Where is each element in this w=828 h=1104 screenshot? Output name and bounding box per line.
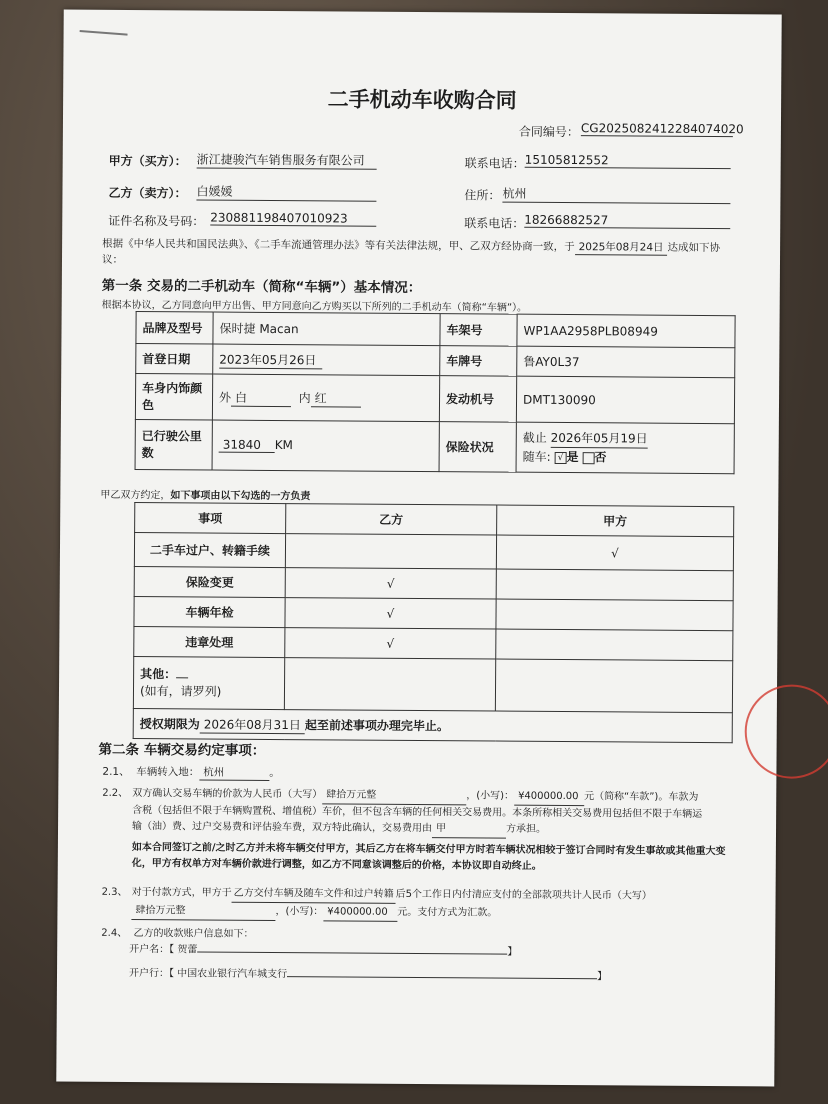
bank-label: 开户行：【 中国农业银行汽车城支行 [128, 967, 288, 981]
clause-number: 2.1、 [102, 765, 130, 778]
table-row [134, 567, 733, 601]
clause-2-3-text-d: 元。支付方式为汇款。 [397, 906, 498, 919]
party-b-phone-label: 联系电话： [464, 216, 525, 231]
row-party-a-mark [496, 599, 733, 631]
table-row [133, 657, 732, 713]
agreement-intro-prefix: 甲乙双方约定， [100, 489, 171, 502]
price-number: ¥400000.00 [514, 789, 584, 806]
clause-2-2 [102, 786, 752, 841]
auth-prefix: 授权期限为 [139, 716, 200, 731]
article-1-heading: 第一条 交易的二手机动车（简称“车辆”）基本情况： [101, 277, 422, 297]
total-uppercase: 肆拾万元整 [131, 902, 275, 921]
other-cell [133, 657, 284, 710]
clause-2-1: 2.1、 车辆转入地： 杭州 。 [102, 765, 280, 780]
clause-number: 2.4、 [101, 927, 128, 939]
brand-value: 保时捷 Macan [213, 312, 440, 346]
interior-value: 红 [311, 389, 361, 407]
with-car-label: 随车: [522, 449, 551, 464]
table-row [134, 627, 733, 661]
col-item-header: 事项 [135, 503, 286, 534]
account-holder-value [197, 951, 507, 954]
document-title: 二手机动车收购合同 [327, 87, 517, 113]
account-holder-line: 开户名：【 贺蕾 】 [129, 943, 518, 958]
row-party-b-mark: √ [285, 598, 496, 629]
clause-2-4 [101, 924, 253, 940]
row-party-a-mark [496, 569, 733, 601]
fee-party: 甲 [432, 821, 506, 839]
auth-date: 2026年08月31日 [200, 715, 305, 734]
clause-2-3-text-c: ，(小写)： [275, 906, 324, 918]
company-seal [744, 684, 828, 779]
clause-2-2-text-d: 含税（包括但不限于车辆购置税、增值税）车价，但不包含车辆的任何相关交易费用。本条所称相关交易费用包括但不限于车辆运 [132, 805, 703, 820]
clause-2-3-text-a: 对于付款方式，甲方于 [131, 887, 232, 899]
clause-2-2-text-a: 双方确认交易车辆的价款为人民币（大写） [132, 788, 323, 801]
clause-2-2-bold-notice: 如本合同签订之前/之时乙方并未将车辆交付甲方，其后乙方在将车辆交付甲方时若车辆状况相较于签订合同时有发生事故或其他重大变化，甲方有权单方对车辆价款进行调整，如乙方不同意该调整后的价格，本协议即自动终止。 [131, 842, 726, 872]
account-holder-label: 开户名：【 贺蕾 [129, 943, 198, 956]
exterior-label: 外 [218, 390, 232, 405]
payment-method: 乙方交付车辆及随车文件和过户转籍 [232, 885, 396, 904]
row-party-a-mark: √ [496, 535, 733, 571]
engine-label: 发动机号 [439, 376, 516, 423]
no-label: 否 [594, 450, 607, 465]
other-party-b [284, 658, 495, 711]
auth-suffix: 起至前述事项办理完毕止。 [304, 717, 449, 733]
contract-no-label: 合同编号： [518, 124, 579, 140]
preamble-date: 2025年08月24日 [575, 239, 668, 256]
agreement-intro-bold: 如下事项由以下勾选的一方负责 [170, 490, 311, 503]
vehicle-info-table [135, 311, 736, 474]
with-car-no-checkbox [582, 452, 594, 464]
party-a-phone: 15105812552 [525, 153, 731, 169]
row-party-a-mark [496, 629, 733, 661]
contract-no-value: CG2025082412284074020 [580, 121, 744, 137]
color-cell [212, 374, 439, 422]
bank-value [287, 976, 597, 979]
clause-number: 2.3、 [101, 886, 128, 898]
vin-value: WP1AA2958PLB08949 [517, 314, 735, 348]
other-note: (如有，请罗列) [139, 683, 222, 699]
clause-2-3-text-b: 后5个工作日内付清应支付的全部款项共计人民币（大写） [395, 888, 652, 902]
party-b-address: 杭州 [502, 185, 730, 205]
clause-2-2-text-b: ，(小写)： [466, 790, 515, 802]
clause-2-2-text-e: 输（油）费、过户交易费和评估验车费，双方特此确认，交易费用由 [132, 821, 433, 835]
preamble-line-2: 议： [101, 253, 124, 266]
transfer-city: 杭州 [199, 764, 269, 780]
authorization-cell [133, 709, 732, 743]
plate-label: 车牌号 [440, 346, 517, 377]
agreement-intro [100, 486, 310, 502]
party-b-id: 230881198407010923 [210, 211, 376, 227]
yes-label: 是 [566, 450, 579, 465]
preamble-text: 根据《中华人民共和国民法典》、《二手车流通管理办法》等有关法律法规，甲、乙双方经协商一致，于 [102, 237, 575, 254]
interior-label: 内 [298, 390, 311, 405]
with-car-yes-checkbox: √ [554, 451, 566, 463]
total-number: ¥400000.00 [323, 903, 397, 922]
row-item: 保险变更 [134, 567, 285, 598]
clause-2-3 [101, 884, 751, 925]
clause-2-1-label: 车辆转入地： [136, 766, 200, 779]
contract-paper [56, 10, 781, 1087]
party-a-phone-label: 联系电话： [464, 156, 525, 171]
party-b-address-label: 住所： [464, 188, 501, 203]
clause-number: 2.2、 [102, 787, 129, 799]
other-party-a [495, 659, 732, 713]
register-date-value: 2023年05月26日 [219, 350, 322, 369]
row-item: 车辆年检 [134, 597, 285, 628]
party-b-id-label: 证件名称及号码： [108, 213, 205, 229]
row-party-b-mark: √ [285, 628, 496, 659]
party-b-label: 乙方（卖方）： [108, 185, 187, 201]
mileage-value: 31840 [219, 438, 275, 453]
party-b-phone: 18266882527 [524, 213, 730, 229]
clause-2-2-text-f: 方承担。 [506, 823, 547, 835]
row-item: 二手车过户、转籍手续 [134, 533, 285, 568]
party-a-name: 浙江捷骏汽车销售服务有限公司 [197, 150, 377, 169]
clause-2-4-text: 乙方的收款账户信息如下： [133, 928, 254, 940]
clause-2-2-text-c: 元（简称“车款”)。车款为 [584, 791, 699, 803]
mileage-cell [212, 420, 439, 472]
bank-line: 开户行：【 中国农业银行汽车城支行 】 [128, 967, 608, 983]
article-1-intro: 根据本协议，乙方同意向甲方出售、甲方同意向乙方购买以下所列的二手机动车（简称“车辆”）。 [101, 299, 528, 314]
mileage-label: 已行驶公里数 [135, 420, 212, 471]
brand-label: 品牌及型号 [136, 312, 213, 345]
color-label: 车身内饰颜色 [135, 374, 212, 421]
price-uppercase: 肆拾万元整 [322, 787, 466, 805]
table-row [134, 533, 733, 571]
engine-value: DMT130090 [516, 376, 734, 424]
vin-label: 车架号 [440, 314, 517, 347]
register-date-label: 首登日期 [136, 344, 213, 375]
party-b-name: 白媛媛 [196, 182, 376, 201]
table-row [134, 597, 733, 631]
preamble-line-1 [102, 236, 720, 256]
responsibility-table [133, 502, 735, 743]
pen-mark [80, 30, 128, 36]
col-party-a-header: 甲方 [497, 505, 734, 537]
insurance-label: 保险状况 [439, 422, 516, 473]
row-party-b-mark: √ [285, 568, 496, 599]
row-party-b-mark [285, 534, 496, 569]
plate-value: 鲁AY0L37 [517, 346, 735, 378]
row-item: 违章处理 [134, 627, 285, 658]
exterior-value: 白 [231, 388, 291, 406]
party-a-label: 甲方（买方）： [108, 153, 187, 169]
insurance-cell [516, 422, 734, 474]
mileage-unit: KM [274, 437, 293, 453]
article-2-heading: 第二条 车辆交易约定事项： [98, 741, 266, 759]
register-date-cell [213, 344, 440, 376]
insurance-until-date: 2026年05月19日 [551, 429, 648, 449]
preamble-text-after: 达成如下协 [667, 241, 721, 255]
other-label: 其他： [140, 666, 177, 681]
col-party-b-header: 乙方 [286, 504, 497, 535]
insurance-until-label: 截止 [522, 430, 547, 445]
